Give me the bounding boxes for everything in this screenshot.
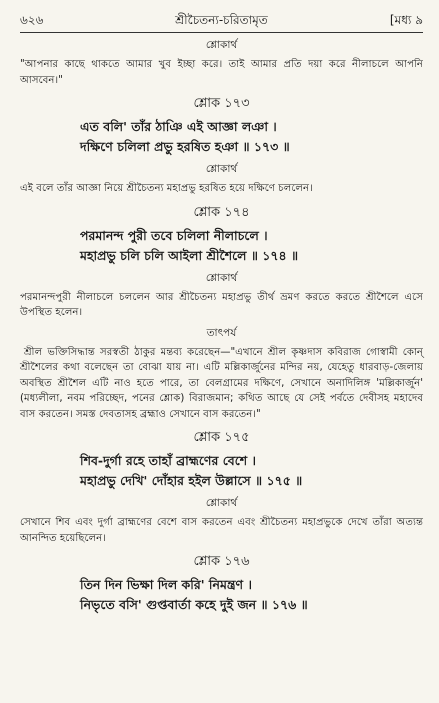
purport-text: শ্রীল ভক্তিসিদ্ধান্ত সরস্বতী ঠাকুর মন্তব্য করেছেন—"এখানে শ্রীল কৃষ্ণদাস কবিরাজ গোস্বামী কোন্ শ্রীশৈলের কথা বলেছেন তা বোঝা যায় না। এটি মল্লিকার্জুনের মন্দির নয়, যেহেতু ধারবাড়-জেলায় অবস্থিত শ্রীশৈল এটি নাও হতে পারে, তা বেলগ্রামের দক্ষিণে, সেখানে অনাদিলিঙ্গ 'মল্লিকার্জুন' (মধ্যলীলা, নবম পরিচ্ছেদ, পনের শ্লোক) বিরাজমান; কথিত আছে যে সেই পর্বতে দেবীসহ মহাদেব বাস করতেন। সমস্ত দেবতাসহ ব্রহ্মাও সেখানে বাস করতেন।"	[20, 346, 423, 420]
verse-line: নিভৃতে বসি' গুপ্তবার্তা কহে দুই জন ॥ ১৭৬ ॥	[80, 597, 308, 612]
translation-label: শ্লোকার্থ	[205, 271, 238, 284]
translation-text: এই বলে তাঁর আজ্ঞা নিয়ে শ্রীচৈতন্য মহাপ্রভু হরষিত হয়ে দক্ষিণে চললেন।	[20, 183, 313, 194]
verse-line: পরমানন্দ পুরী তবে চলিলা নীলাচলে ।	[80, 227, 268, 243]
verse-heading: শ্লোক ১৭৩	[193, 96, 250, 111]
page-header	[20, 10, 423, 30]
translation-label: শ্লোকার্থ	[205, 163, 238, 175]
verse-heading: শ্লোক ১৭৪	[193, 204, 250, 220]
verse-heading: শ্লোক ১৭৫	[193, 430, 250, 445]
verse-line: এত বলি' তাঁর ঠাঞি এই আজ্ঞা লঞা ।	[80, 119, 277, 134]
purport-label: তাৎপর্য	[206, 326, 237, 339]
verse-line: তিন দিন ভিক্ষা দিল করি' নিমন্ত্রণ ।	[80, 577, 252, 592]
translation-text: "আপনার কাছে থাকতে আমার খুব ইচ্ছা করে। তাই আমার প্রতি দয়া করে নীলাচলে আপনি আসবেন।"	[20, 59, 423, 86]
translation-text: সেখানে শিব এবং দুর্গা ব্রাহ্মণের বেশে বাস করতেন এবং শ্রীচৈতন্য মহাপ্রভুকে দেখে তাঁরা অত্যন্ত আনন্দিত হয়েছিলেন।	[20, 517, 423, 544]
running-title: শ্রীচৈতন্য-চরিতামৃত	[175, 13, 268, 27]
verse-line: মহাপ্রভু চলি চলি আইলা শ্রীশৈলে ॥ ১৭৪ ॥	[80, 247, 299, 263]
translation-label: শ্লোকার্থ	[205, 497, 238, 509]
translation-text: পরমানন্দপুরী নীলাচলে চললেন আর শ্রীচৈতন্য মহাপ্রভু তীর্থ ভ্রমণ করতে করতে শ্রীশৈলে এসে উপস্থিত হলেন।	[20, 291, 423, 318]
verse-heading: শ্লোক ১৭৬	[193, 554, 250, 569]
page-number: ৬২৬	[20, 13, 44, 27]
header-rule	[20, 32, 423, 33]
chapter-marker: [মধ্য ৯	[389, 13, 423, 27]
verse-line: শিব-দুর্গা রহে তাহাঁ ব্রাহ্মণের বেশে ।	[80, 453, 256, 468]
verse-line: দক্ষিণে চলিলা প্রভু হরষিত হঞা ॥ ১৭৩ ॥	[80, 139, 290, 154]
verse-line: মহাপ্রভু দেখি' দোঁহার হইল উল্লাসে ॥ ১৭৫ ॥	[80, 473, 303, 488]
translation-label: শ্লোকার্থ	[205, 39, 238, 51]
